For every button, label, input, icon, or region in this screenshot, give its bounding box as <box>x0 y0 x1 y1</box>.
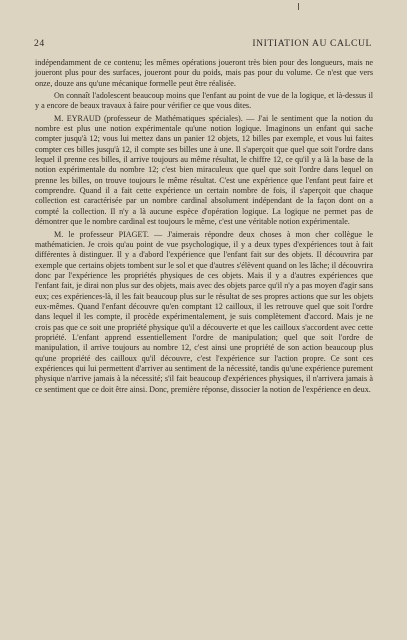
margin-mark <box>298 3 299 10</box>
page-body <box>35 58 373 397</box>
page-number: 24 <box>34 38 45 49</box>
paragraph-eyraud: M. EYRAUD (professeur de Mathématiques spéciales). — J'ai le sentiment que la notion du nombre est plus une notion expérimentale qu'une notion logique. Imaginons un enfant qui sache compter jusqu'à 12; vous lui mettez dans un panier 12 objets, 12 billes par exemple, et vous lui faites compter ces billes jusqu'à 12, il compte ses billes une à une. Il s'aperçoit que quel que soit l'ordre dans lequel il prenne ces billes, il arrive toujours au même résultat, le chiffre 12, ce qu'il y a là la base de la notion expérimentale du nombre 12; c'est bien miraculeux que quel que soit l'ordre dans lequel on prenne les billes, on trouve toujours le même résultat. C'est une expérience que l'enfant peut faire et comprendre. Quand il a fait cette expérience un certain nombre de fois, il s'aperçoit que chaque collection est caractérisée par un nombre cardinal absolument indépendant de la façon dont on a compté la collection. Il n'y a là aucune espèce d'opération logique. La logique ne permet pas de démontrer que le nombre cardinal est toujours le même, c'est une véritable notion expérimentale. <box>35 113 373 227</box>
paragraph-piaget: M. le professeur PIAGET. — J'aimerais répondre deux choses à mon cher collègue le mathématicien. Je crois qu'au point de vue psychologique, il y a deux types d'expériences tout à fait différentes à distinguer. Il y a d'abord l'expérience que l'enfant fait sur des objets. Il découvrira par exemple que certains objets tombent sur le sol et que d'autres s'élèvent quand on les lâche; il découvrira donc par l'expérience les propriétés physiques de ces objets. Mais il y a d'autres expériences que l'enfant fait, je dirai non plus sur des objets, mais avec des objets parce qu'il n'y a pas moyen d'agir sans eux; ces expériences-là, il les fait beaucoup plus sur le résultat de ses propres actions que sur les objets eux-mêmes. Quand l'enfant découvre qu'en comptant 12 cailloux, il les retrouve quel que soit l'ordre dans lequel il les compte, il procède expérimentalement, je suis complètement d'accord. Mais je ne crois pas que ce soit une propriété physique qu'il a découverte et que les cailloux s'accordent avec cette propriété. L'enfant apprend essentiellement l'ordre de manipulation; quel que soit l'ordre de manipulation, il arrive toujours au nombre 12, c'est ainsi une propriété de son action beaucoup plus qu'une propriété des cailloux qu'il découvre, c'est l'expérience sur l'action propre. Ce sont ces expériences qui lui permettent d'arriver au sentiment de la nécessité, tandis qu'une expérience purement physique n'arrive jamais à la nécessité; s'il fait beaucoup d'expériences physiques, il n'arrivera jamais à ce sentiment que ce doit être ainsi. Donc, première réponse, dissocier la notion de l'expérience en deux. <box>35 229 373 394</box>
page-header <box>34 38 372 50</box>
paragraph-adolescent-logic: On connaît l'adolescent beaucoup moins que l'enfant au point de vue de la logique, et là-dessus il y a encore de beaux travaux à faire pour vérifier ce que vous dites. <box>35 91 373 111</box>
running-title: INITIATION AU CALCUL <box>252 38 372 49</box>
paragraph-continuation: indépendamment de ce contenu; les mêmes opérations joueront très bien pour des longueurs, mais ne joueront plus pour des surfaces, joueront pour du poids, mais pas pour du volume. Ce n'est que vers onze, douze ans qu'une mécanique formelle peut être réalisée. <box>35 58 373 88</box>
